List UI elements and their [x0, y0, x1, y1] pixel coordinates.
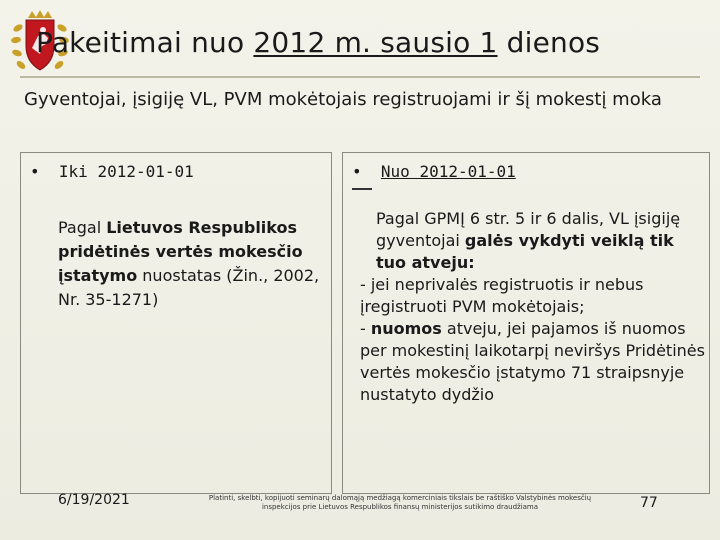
right-heading: • Nuo 2012-01-01	[352, 162, 516, 181]
intro-text: Gyventojai, įsigiję VL, PVM mokėtojais registruojami ir šį mokestį moka	[24, 89, 662, 110]
footer-disclaimer: Platinti, skelbti, kopijuoti seminarų dalomąją medžiagą komerciniais tikslais be raštiško Valstybinės mokesčių inspekcijos prie Lietuvos Respublikos finansų ministerijos sutikimo draudžiama	[208, 494, 592, 511]
left-panel	[20, 152, 332, 494]
right-paragraph-2: - jei neprivalės registruotis ir nebus įregistruoti PVM mokėtojais;	[360, 275, 644, 316]
title-divider	[20, 76, 700, 78]
slide-title: Pakeitimai nuo 2012 m. sausio 1 dienos	[36, 26, 601, 59]
right-body-text	[360, 208, 705, 406]
bullet-icon: •	[30, 162, 40, 181]
right-paragraph-3: - nuomos atveju, jei pajamos iš nuomos per mokestinį laikotarpį neviršys Pridėtinės vertės mokesčio įstatymo 71 straipsnyje nustatyto dydžio	[360, 319, 705, 404]
left-body-text: Pagal Lietuvos Respublikos pridėtinės vertės mokesčio įstatymo nuostatas (Žin., 2002, Nr. 35-1271)	[58, 218, 320, 309]
right-paragraph-1: Pagal GPMĮ 6 str. 5 ir 6 dalis, VL įsigiję gyventojai galės vykdyti veiklą tik tuo atveju:	[376, 209, 681, 272]
bullet-icon: •	[352, 162, 362, 181]
page-number: 77	[640, 495, 658, 511]
left-heading: • Iki 2012-01-01	[30, 162, 194, 181]
title-date: 2012 m. sausio 1	[253, 26, 498, 59]
footer-date: 6/19/2021	[58, 492, 130, 508]
dash-divider	[352, 188, 372, 190]
